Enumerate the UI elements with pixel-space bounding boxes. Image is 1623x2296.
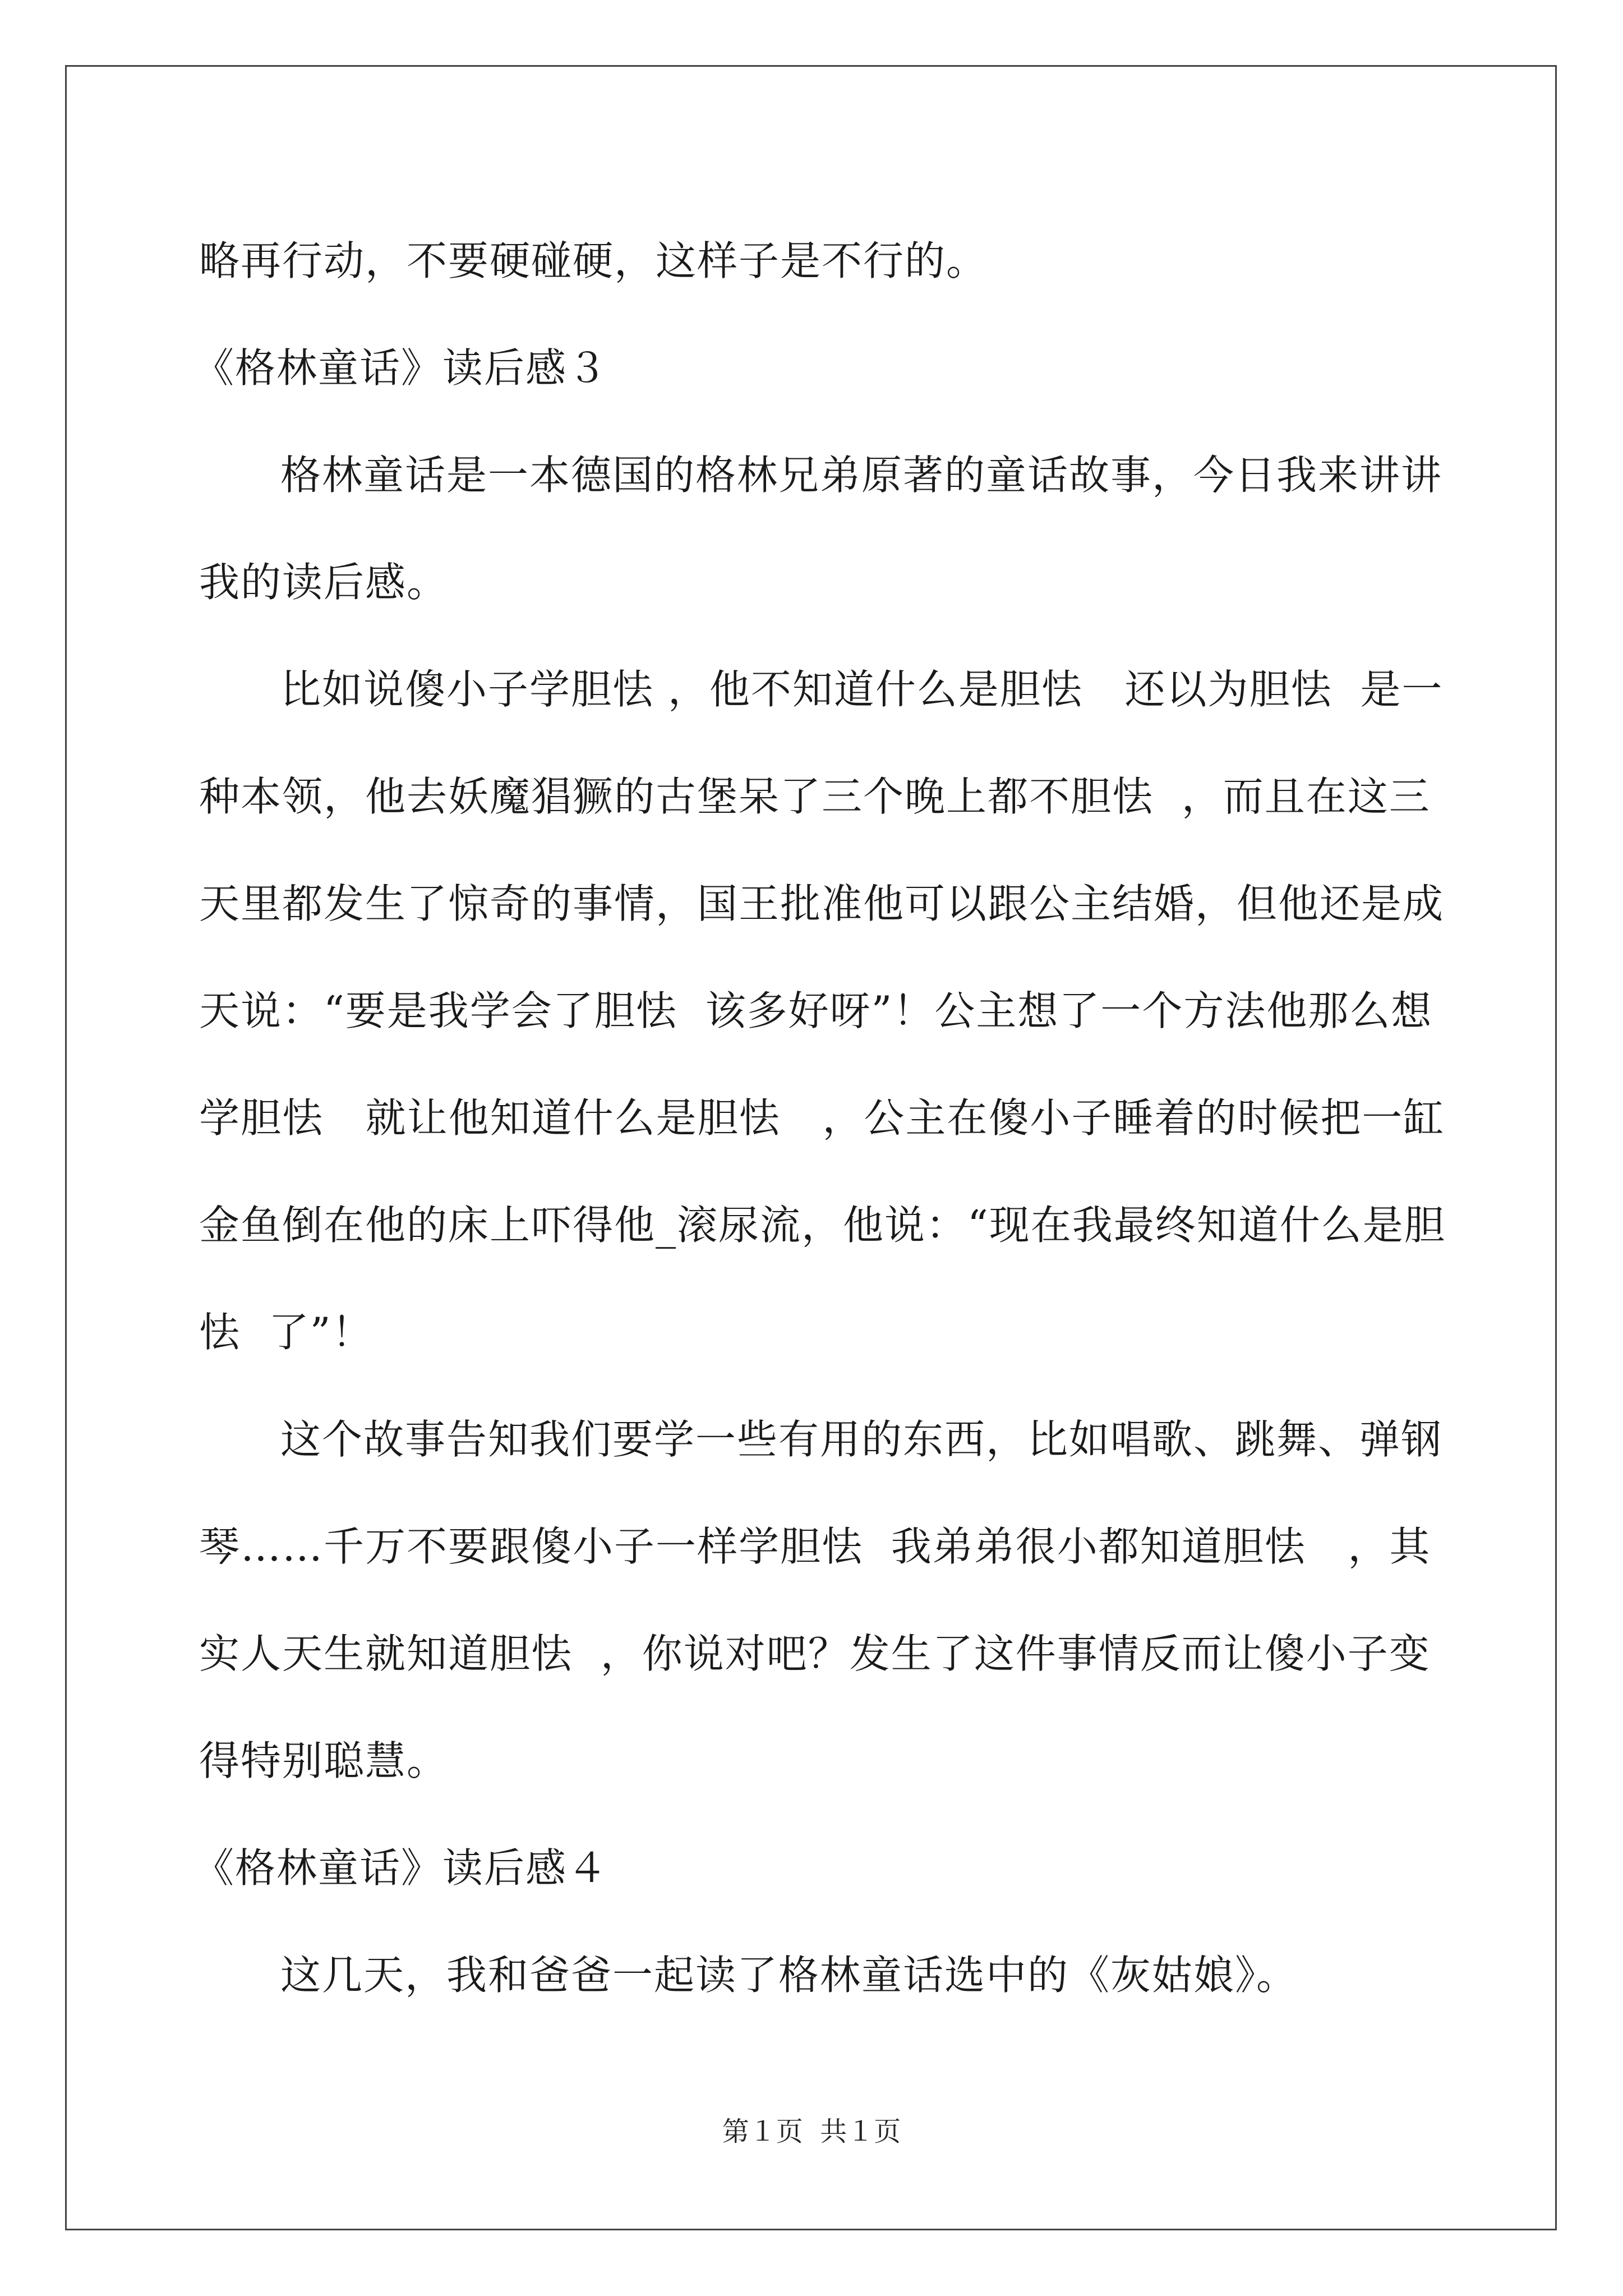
text-line: 金鱼倒在他的床上吓得他_滚尿流，他说：“现在我最终知道什么是胆 [199, 1202, 1446, 1249]
section-heading: 《格林童话》读后感３ [193, 344, 609, 392]
text-line: 种本领，他去妖魔猖獗的古堡呆了三个晚上都不胆怯 ，而且在这三 [199, 773, 1431, 820]
paragraph-first-line: 比如说傻小子学胆怯 ，他不知道什么是胆怯 还以为胆怯 是一 [280, 666, 1444, 713]
text-line: 得特别聪慧。 [199, 1737, 449, 1784]
text-line: 怯 了”！ [199, 1309, 374, 1356]
text-line: 我的读后感。 [199, 559, 449, 606]
section-heading: 《格林童话》读后感４ [193, 1844, 609, 1892]
text-line: 天里都发生了惊奇的事情，国王批准他可以跟公主结婚，但他还是成 [199, 880, 1445, 927]
document-body [193, 208, 1446, 2029]
text-line: 略再行动，不要硬碰硬，这样子是不行的。 [199, 237, 988, 284]
paragraph-first-line: 这几天，我和爸爸一起读了格林童话选中的《灰姑娘》。 [280, 1952, 1298, 1999]
page-number-footer: 第１页 共１页 [722, 2116, 901, 2147]
paragraph-first-line: 格林童话是一本德国的格林兄弟原著的童话故事，今日我来讲讲 [280, 452, 1443, 499]
text-line: 实人天生就知道胆怯 ，你说对吧？发生了这件事情反而让傻小子变 [199, 1630, 1431, 1677]
text-line: 学胆怯 就让他知道什么是胆怯 ，公主在傻小子睡着的时候把一缸 [199, 1094, 1445, 1142]
text-line: 天说：“要是我学会了胆怯 该多好呀”！公主想了一个方法他那么想 [199, 987, 1433, 1034]
text-line: 琴……千万不要跟傻小子一样学胆怯 我弟弟很小都知道胆怯 ，其 [199, 1523, 1431, 1570]
paragraph-first-line: 这个故事告知我们要学一些有用的东西，比如唱歌、跳舞、弹钢 [280, 1416, 1443, 1463]
